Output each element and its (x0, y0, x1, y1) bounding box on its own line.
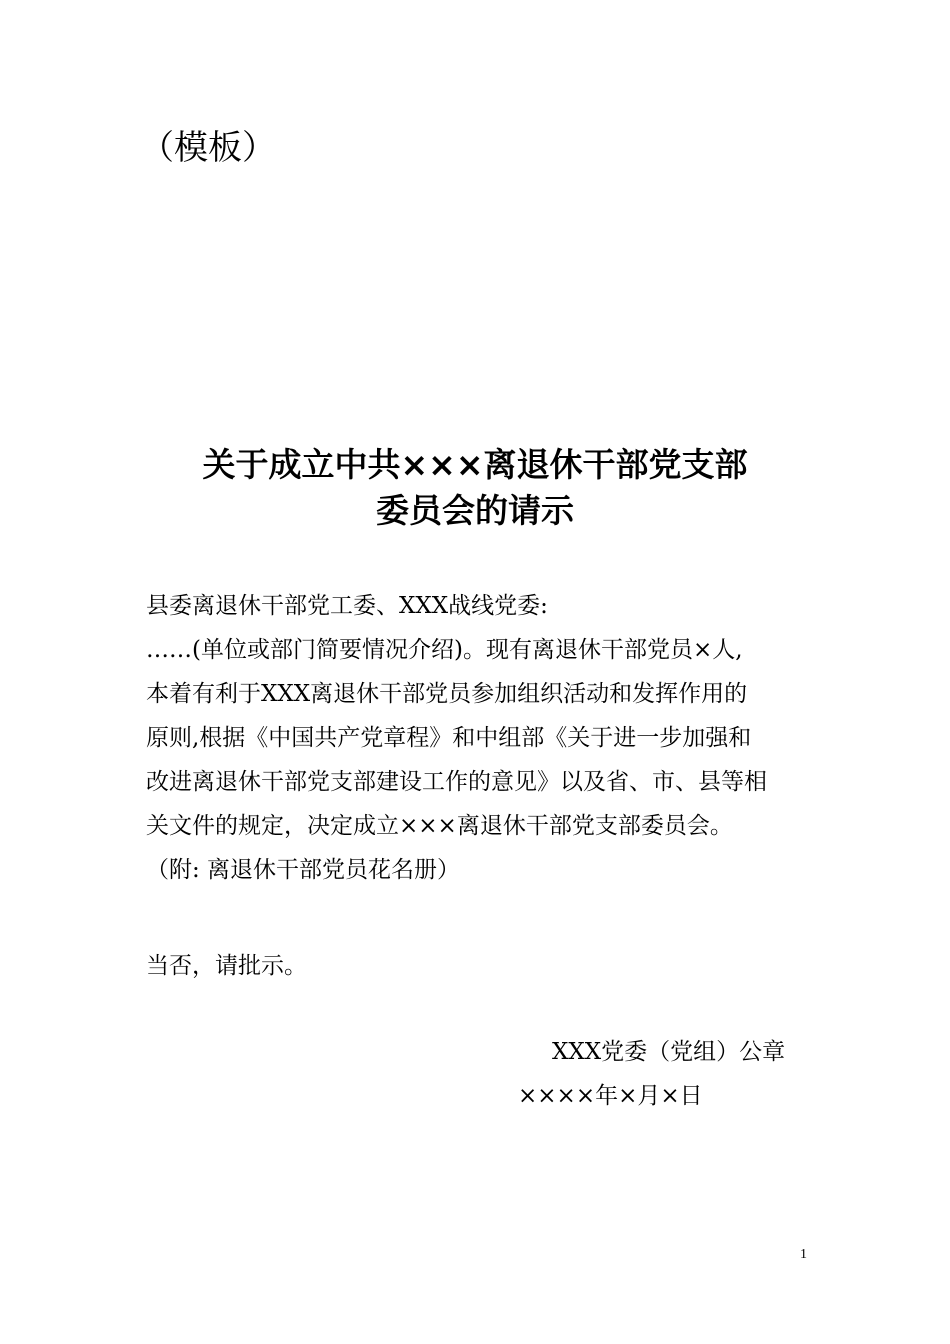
body-line: 关文件的规定，决定成立×××离退休干部党支部委员会。 (146, 813, 733, 839)
title-line-2: 委员会的请示 (376, 491, 574, 530)
seal-signature: XXX党委（党组）公章 (552, 1039, 786, 1065)
salutation: 县委离退休干部党工委、XXX战线党委: (146, 593, 548, 619)
template-tag: （模板） (140, 128, 276, 168)
title-line-1: 关于成立中共×××离退休干部党支部 (202, 445, 748, 484)
body-line: 本着有利于XXX离退休干部党员参加组织活动和发挥作用的 (146, 681, 748, 707)
document-date: ××××年×月×日 (518, 1083, 703, 1109)
body-line: 原则,根据《中国共产党章程》和中组部《关于进一步加强和 (146, 725, 752, 751)
document-body (146, 584, 836, 892)
body-line: ……(单位或部门简要情况介绍)。现有离退休干部党员×人, (146, 637, 743, 663)
document-title (0, 442, 950, 534)
closing-request: 当否，请批示。 (146, 953, 307, 979)
page-number: 1 (800, 1247, 807, 1262)
body-line: 改进离退休干部党支部建设工作的意见》以及省、市、县等相 (146, 769, 767, 795)
attachment-note: （附: 离退休干部党员花名册） (146, 857, 461, 883)
